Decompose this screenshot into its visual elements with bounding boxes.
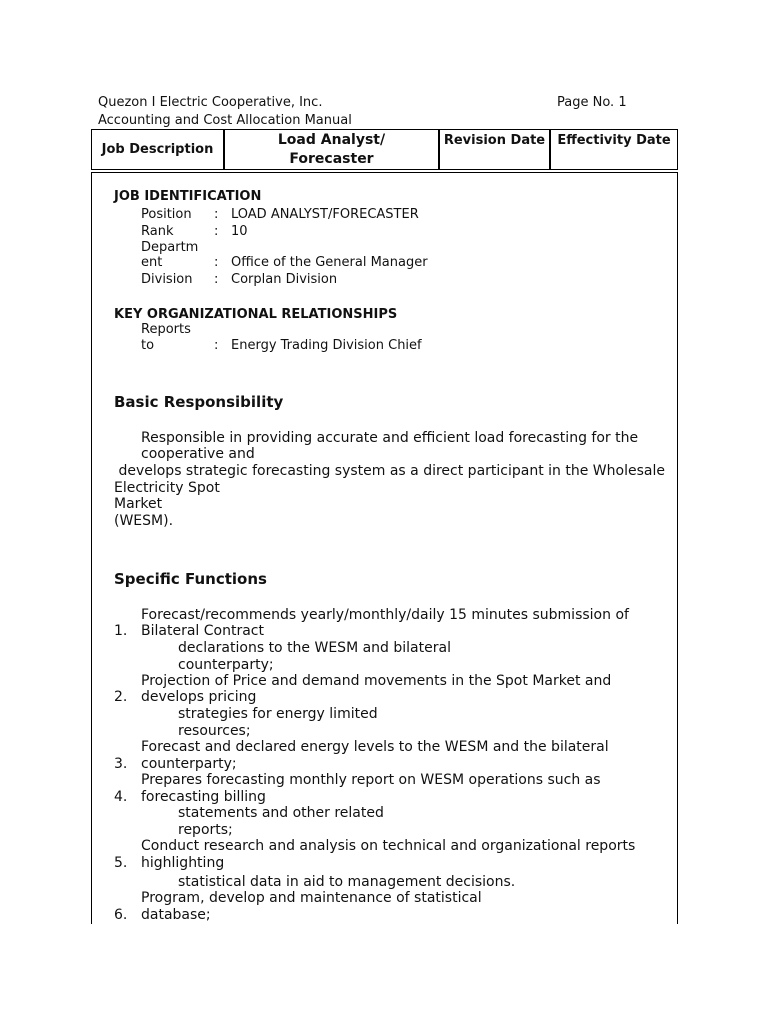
department-separator: : xyxy=(214,255,219,270)
basic-responsibility-heading: Basic Responsibility xyxy=(114,393,284,411)
position-separator: : xyxy=(214,207,219,222)
function-2-line4: resources; xyxy=(178,723,251,739)
function-5-line1: Conduct research and analysis on technical and organizational reports xyxy=(141,838,636,854)
function-1-line4: counterparty; xyxy=(178,657,274,673)
function-5-number: 5. xyxy=(114,855,128,871)
division-separator: : xyxy=(214,272,219,287)
job-title-line1: Load Analyst/ xyxy=(277,131,386,148)
function-1-line1: Forecast/recommends yearly/monthly/daily 15 minutes submission of xyxy=(141,607,629,623)
basic-responsibility-line3: develops strategic forecasting system as a direct participant in the Wholesale xyxy=(114,463,665,479)
rank-label: Rank xyxy=(141,224,174,239)
reports-label-1: Reports xyxy=(141,322,191,337)
job-description-label: Job Description xyxy=(101,142,214,157)
basic-responsibility-line6: (WESM). xyxy=(114,513,174,529)
job-title-cell xyxy=(224,129,439,170)
revision-date-cell xyxy=(439,129,550,170)
reports-value: Energy Trading Division Chief xyxy=(231,338,422,353)
job-title-line2: Forecaster xyxy=(289,150,374,167)
basic-responsibility-line1: Responsible in providing accurate and efficient load forecasting for the xyxy=(141,430,639,446)
specific-functions-heading: Specific Functions xyxy=(114,570,267,588)
division-label: Division xyxy=(141,272,193,287)
function-5-line2: highlighting xyxy=(141,855,225,871)
reports-separator: : xyxy=(214,338,219,353)
function-2-line3: strategies for energy limited xyxy=(178,706,378,722)
basic-responsibility-line5: Market xyxy=(114,496,163,512)
function-1-line3: declarations to the WESM and bilateral xyxy=(178,640,451,656)
job-identification-heading: JOB IDENTIFICATION xyxy=(114,189,262,204)
function-4-line3: statements and other related xyxy=(178,805,384,821)
function-2-line2: develops pricing xyxy=(141,689,257,705)
rank-separator: : xyxy=(214,224,219,239)
relationships-heading: KEY ORGANIZATIONAL RELATIONSHIPS xyxy=(114,307,398,322)
division-value: Corplan Division xyxy=(231,272,338,287)
department-value: Office of the General Manager xyxy=(231,255,428,270)
function-2-line1: Projection of Price and demand movements in the Spot Market and xyxy=(141,673,612,689)
job-description-cell xyxy=(91,129,224,170)
body-left-border xyxy=(91,172,92,924)
position-label: Position xyxy=(141,207,192,222)
effectivity-date-label: Effectivity Date xyxy=(557,133,671,148)
reports-label-2: to xyxy=(141,338,155,353)
body-top-border xyxy=(91,172,678,173)
department-label-1: Departm xyxy=(141,240,199,255)
function-1-number: 1. xyxy=(114,623,128,639)
department-label-2: ent xyxy=(141,255,163,270)
body-right-border xyxy=(677,172,678,924)
function-1-line2: Bilateral Contract xyxy=(141,623,264,639)
page-number: Page No. 1 xyxy=(557,95,627,110)
function-4-line4: reports; xyxy=(178,822,233,838)
manual-title: Accounting and Cost Allocation Manual xyxy=(98,113,352,128)
function-2-number: 2. xyxy=(114,689,128,705)
rank-value: 10 xyxy=(231,224,248,239)
function-6-line1: Program, develop and maintenance of statistical xyxy=(141,890,482,906)
effectivity-date-cell xyxy=(550,129,678,170)
function-5-line3: statistical data in aid to management decisions. xyxy=(178,874,516,890)
company-name: Quezon I Electric Cooperative, Inc. xyxy=(98,95,323,110)
function-4-number: 4. xyxy=(114,789,128,805)
function-4-line1: Prepares forecasting monthly report on WESM operations such as xyxy=(141,772,601,788)
function-6-line2: database; xyxy=(141,907,211,923)
revision-date-label: Revision Date xyxy=(443,133,546,148)
function-4-line2: forecasting billing xyxy=(141,789,266,805)
function-6-number: 6. xyxy=(114,907,128,923)
function-3-number: 3. xyxy=(114,756,128,772)
position-value: LOAD ANALYST/FORECASTER xyxy=(231,207,419,222)
function-3-line2: counterparty; xyxy=(141,756,237,772)
basic-responsibility-line4: Electricity Spot xyxy=(114,480,220,496)
basic-responsibility-line2: cooperative and xyxy=(141,446,255,462)
function-3-line1: Forecast and declared energy levels to the WESM and the bilateral xyxy=(141,739,609,755)
